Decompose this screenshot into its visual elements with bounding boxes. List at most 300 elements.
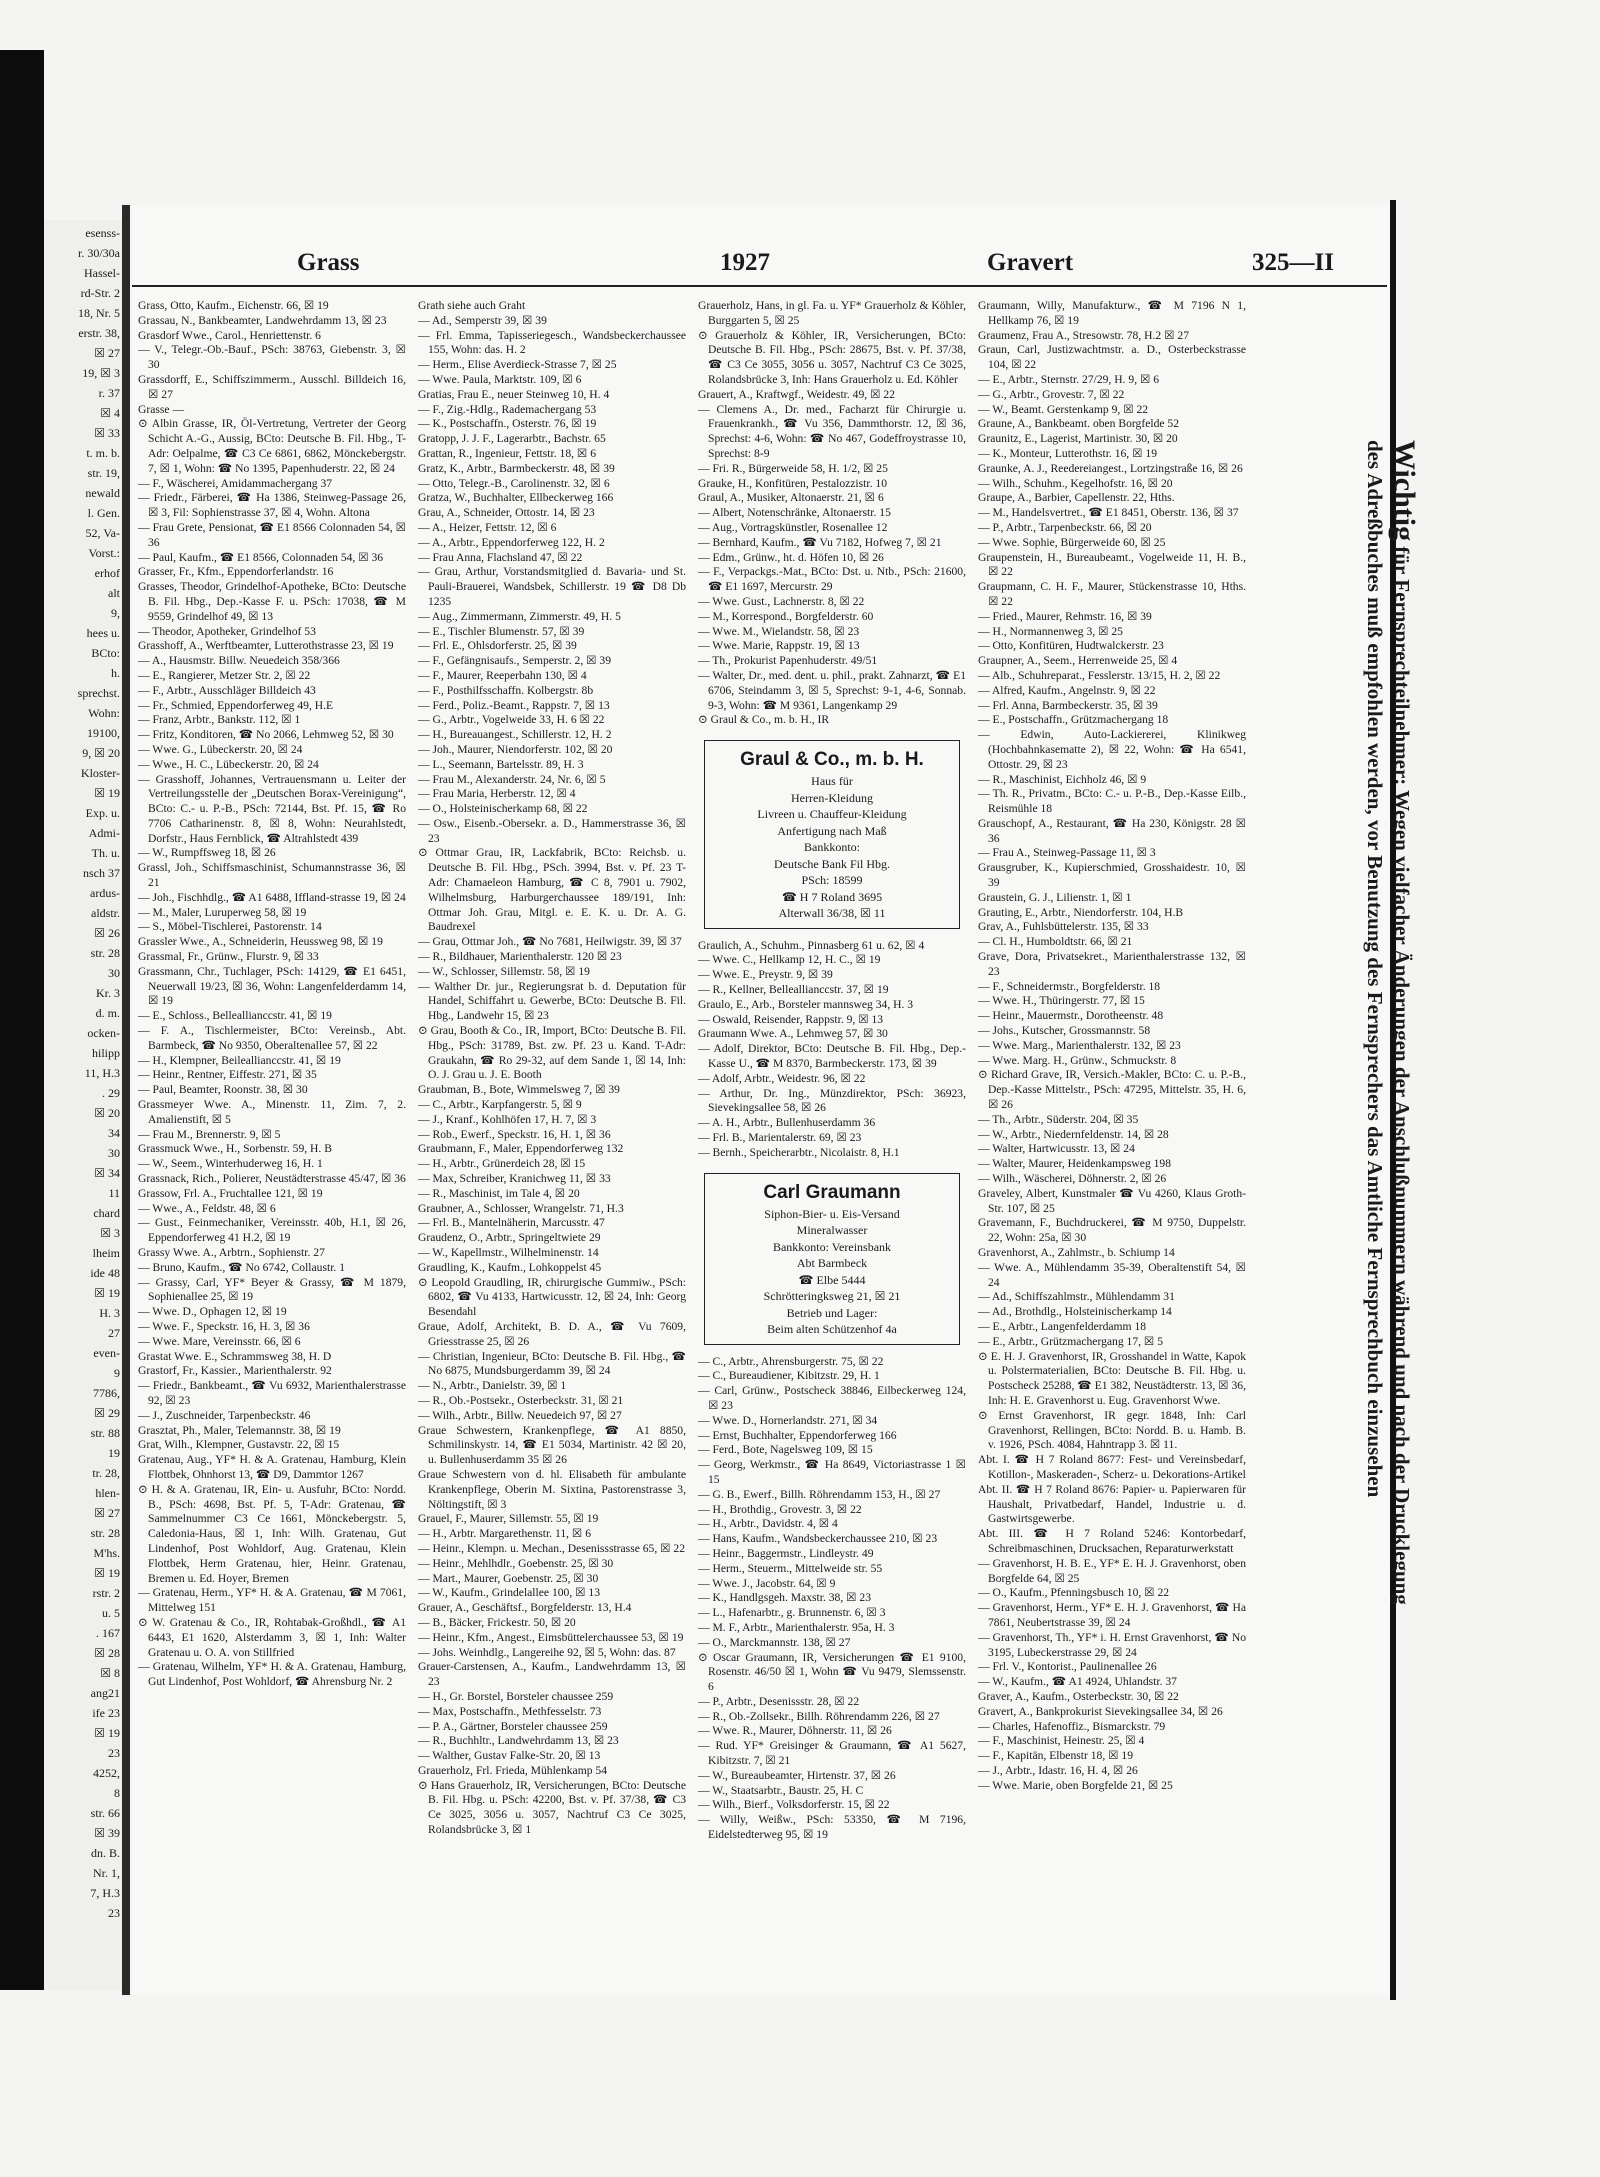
directory-entry: — Max, Schreiber, Kranichweg 11, ☒ 33: [418, 1172, 611, 1186]
directory-entry: — Theodor, Apotheker, Grindelhof 53: [138, 624, 316, 638]
directory-entry: — Frl. E., Ohlsdorferstr. 25, ☒ 39: [418, 639, 577, 653]
directory-entry: ⊙ Albin Grasse, IR, Öl-Vertretung, Vertreter der Georg Schicht A.-G., Aussig, BCto: Deutsche B. Fil. Hbg., T-Adr: Oelpalme, ☎ C3 Ce 6861, 6862, Mönckebergstr. 7, ☒ 1, Wohn: ☎ No 1395, Papenhuderstr. 22, ☒ 24: [138, 417, 406, 475]
directory-entry: Grassow, Frl. A., Fruchtallee 121, ☒ 19: [138, 1186, 323, 1200]
directory-entry: Graudenz, O., Arbtr., Springeltwiete 29: [418, 1231, 601, 1245]
left-page-fragment: str. 28: [90, 946, 120, 960]
directory-entry: — W., Bureaubeamter, Hirtenstr. 37, ☒ 26: [698, 1768, 896, 1782]
graul-advertisement: [704, 740, 960, 929]
directory-entry: — O., Holsteinischerkamp 68, ☒ 22: [418, 802, 588, 816]
directory-entry: Grastorf, Fr., Kassier., Marienthalerstr. 92: [138, 1364, 332, 1378]
directory-entry: — Ad., Semperstr 39, ☒ 39: [418, 313, 547, 327]
column-4: [978, 299, 1246, 1959]
directory-entry: — Heinr., Klempn. u. Mechan., Desenissstrasse 65, ☒ 22: [418, 1541, 686, 1555]
left-page-fragment: Kloster-: [80, 766, 120, 780]
left-page-fragment: dn. B.: [90, 1846, 120, 1860]
directory-entry: Grasse —: [138, 402, 185, 416]
directory-entry: — F., Posthilfsschaffn. Kolbergstr. 8b: [418, 683, 594, 697]
left-page-fragment: ☒ 28: [94, 1646, 120, 1660]
directory-entry: Grassmal, Fr., Grünw., Flurstr. 9, ☒ 33: [138, 950, 319, 964]
left-page-fragment: ☒ 27: [94, 1506, 120, 1520]
directory-entry: — A., Heizer, Fettstr. 12, ☒ 6: [418, 520, 557, 534]
directory-entry: — W., Kaufm., Grindelallee 100, ☒ 13: [418, 1586, 601, 1600]
directory-entry: — R., Kellner, Belleallianccstr. 37, ☒ 19: [698, 983, 889, 996]
left-page-fragment: 30: [108, 966, 120, 980]
directory-entry: ⊙ H. & A. Gratenau, IR, Ein- u. Ausfuhr, BCto: Nordd. B., PSch: 4698, Bst. Pf. 5, T-Adr: Gratenau, ☎ Sammelnummer C3 Ce 1661, Mönckebergstr. 5, Caledonia-Haus, ☒ 1, Inh: Wilh. Gratenau, Gut Lindenhof, Post Wohldorf, Aug. Gratenau, Klein Flottbek, Herm Gratenau, hier, Heinr. Gratenau, Bremen u. Ed. Hoyer, Bremen: [138, 1482, 406, 1585]
directory-entry: — O., Marckmannstr. 138, ☒ 27: [698, 1635, 851, 1649]
directory-entry: Graul, A., Musiker, Altonaerstr. 21, ☒ 6: [698, 491, 884, 505]
left-page-fragment: nsch 37: [83, 866, 120, 880]
directory-entry: Grauerholz, Frl. Frieda, Mühlenkamp 54: [418, 1763, 607, 1777]
left-page-fragment: Admi-: [88, 826, 120, 840]
directory-entry: Graubman, B., Bote, Wimmelsweg 7, ☒ 39: [418, 1083, 620, 1097]
directory-entry: — Frau Maria, Herberstr. 12, ☒ 4: [418, 787, 576, 801]
directory-entry: — J., Kranf., Kohlhöfen 17, H. 7, ☒ 3: [418, 1112, 597, 1126]
directory-entry: Grat, Wilh., Klempner, Gustavstr. 22, ☒ 15: [138, 1438, 340, 1452]
header-last-name: Gravert: [987, 249, 1074, 276]
directory-entry: — J., Zuschneider, Tarpenbeckstr. 46: [138, 1408, 311, 1422]
directory-entry: — R., Buchhltr., Landwehrdamm 13, ☒ 23: [418, 1734, 619, 1748]
directory-entry: — Wwe. Paula, Marktstr. 109, ☒ 6: [418, 372, 582, 386]
directory-entry: — L., Seemann, Bartelsstr. 89, H. 3: [418, 757, 584, 771]
directory-entry: — Edm., Grünw., ht. d. Höfen 10, ☒ 26: [698, 550, 884, 564]
directory-entry: Abt. I. ☎ H 7 Roland 8677: Fest- und Vereinsbedarf, Kotillon-, Maskeraden-, Scherz- u. Dekorations-Artikel: [978, 1453, 1246, 1481]
left-page-fragment: 7786,: [93, 1386, 120, 1400]
directory-entry: — Charles, Hafenoffiz., Bismarckstr. 79: [978, 1719, 1166, 1733]
directory-entry: — J., Arbtr., Idastr. 16, H. 4, ☒ 26: [978, 1763, 1138, 1777]
directory-entry: — Frl. Anna, Barmbeckerstr. 35, ☒ 39: [978, 698, 1158, 712]
left-page-fragment: tr. 28,: [92, 1466, 120, 1480]
directory-entry: — Max, Postschaffn., Methfesselstr. 73: [418, 1704, 602, 1718]
directory-entry: Grassmann, Chr., Tuchlager, PSch: 14129, ☎ E1 6451, Neuerwall 19/23, ☒ 36, Wohn: Langenfelderdamm 14, ☒ 19: [138, 964, 406, 1008]
directory-entry: Grassl, Joh., Schiffsmaschinist, Schumannstrasse 36, ☒ 21: [138, 861, 406, 890]
directory-entry: — Heinr., Rentner, Eiffestr. 271, ☒ 35: [138, 1068, 317, 1082]
left-page-fragment: hees u.: [86, 626, 120, 640]
directory-entry: — W., Kapellmstr., Wilhelminenstr. 14: [418, 1246, 599, 1259]
left-page-fragment: t. m. b.: [86, 446, 120, 460]
directory-entry: Graupner, A., Seem., Herrenweide 25, ☒ 4: [978, 654, 1178, 668]
directory-entry: — Arthur, Dr. Ing., Münzdirektor, PSch: 36923, Sievekingsallee 58, ☒ 26: [698, 1086, 966, 1115]
left-page-fragment: erhof: [94, 566, 120, 580]
directory-entry: — Franz, Arbtr., Bankstr. 112, ☒ 1: [138, 713, 301, 727]
directory-entry: — O., Kaufm., Pfenningsbusch 10, ☒ 22: [978, 1586, 1170, 1600]
left-page-fragment: r. 30/30a: [78, 246, 120, 260]
directory-entry: — L., Hafenarbtr., g. Brunnenstr. 6, ☒ 3: [698, 1606, 886, 1620]
directory-entry: — W., Beamt. Gerstenkamp 9, ☒ 22: [978, 402, 1149, 416]
directory-entry: — P., Arbtr., Tarpenbeckstr. 66, ☒ 20: [978, 520, 1152, 534]
directory-entry: — H., Normannenweg 3, ☒ 25: [978, 624, 1123, 638]
directory-entry: ⊙ Graul & Co., m. b. H., IR: [698, 713, 830, 727]
directory-entry: — Wwe. Marg. H., Grünw., Schmuckstr. 8: [978, 1053, 1177, 1067]
left-page-fragment: hilipp: [91, 1046, 120, 1060]
directory-entry: — Wwe. F., Speckstr. 16, H. 3, ☒ 36: [138, 1319, 310, 1333]
directory-entry: — H., Gr. Borstel, Borsteler chaussee 259: [418, 1689, 614, 1703]
directory-entry: — Grau, Arthur, Vorstandsmitglied d. Bavaria- und St. Pauli-Brauerei, Wandsbek, Schillerstr. 19 ☎ D8 Db 1235: [418, 565, 686, 608]
directory-entry: — Willy, Weißw., PSch: 53350, ☎ M 7196, Eidelstedterweg 95, ☒ 19: [698, 1813, 966, 1842]
left-page-fragment: r. 37: [98, 386, 120, 400]
directory-entry: Graue Schwestern, Krankenpflege, ☎ A1 8850, Schmilinskystr. 14, ☎ E1 5034, Martinistr. 42 ☒ 20, u. Bullenhuserdamm 35 ☒ 26: [418, 1423, 686, 1467]
directory-entry: — Wwe. D., Hornerlandstr. 271, ☒ 34: [698, 1413, 878, 1427]
directory-entry: — B., Bäcker, Frickestr. 50, ☒ 20: [418, 1615, 576, 1629]
directory-entry: — Wwe. R., Maurer, Döhnerstr. 11, ☒ 26: [698, 1724, 892, 1738]
left-page-fragment: Kr. 3: [96, 986, 120, 1000]
left-page-fragment: ☒ 27: [94, 346, 120, 360]
directory-entry: Graun, Carl, Justizwachtmstr. a. D., Osterbeckstrasse 104, ☒ 22: [978, 343, 1246, 372]
directory-entry: — Grassy, Carl, YF* Beyer & Grassy, ☎ M 1879, Sophienallee 25, ☒ 19: [138, 1275, 406, 1304]
directory-entry: — K., Handlgsgeh. Maxstr. 38, ☒ 23: [698, 1591, 872, 1605]
directory-entry: — Wwe. Marg., Marienthalerstr. 132, ☒ 23: [978, 1038, 1181, 1052]
left-page-fragment: lheim: [92, 1246, 120, 1260]
left-page-fragment: ang21: [90, 1686, 120, 1700]
directory-entry: Grastat Wwe. E., Schrammsweg 38, H. D: [138, 1349, 332, 1363]
directory-entry: Grausgruber, K., Kupierschmied, Grosshaidestr. 10, ☒ 39: [978, 861, 1246, 890]
directory-entry: — Wwe. E., Preystr. 9, ☒ 39: [698, 968, 833, 982]
directory-entry: Graune, A., Bankbeamt. oben Borgfelde 52: [978, 417, 1180, 431]
directory-entry: — Hans, Kaufm., Wandsbeckerchaussee 210, ☒ 23: [698, 1532, 938, 1546]
directory-entry: Gravenhorst, A., Zahlmstr., b. Schiump 14: [978, 1246, 1175, 1259]
directory-entry: — Wilh., Arbtr., Billw. Neuedeich 97, ☒ 27: [418, 1408, 622, 1422]
directory-entry: — Alb., Schuhreparat., Fesslerstr. 13/15, H. 2, ☒ 22: [978, 668, 1221, 682]
directory-entry: — H., Arbtr. Margarethenstr. 11, ☒ 6: [418, 1527, 592, 1541]
directory-entry: — E., Postschaffn., Grützmachergang 18: [978, 713, 1169, 727]
left-page-fragment: H. 3: [99, 1306, 120, 1320]
directory-entry: — Friedr., Bankbeamt., ☎ Vu 6932, Marienthalerstrasse 92, ☒ 23: [138, 1379, 406, 1407]
directory-entry: Graumann, Willy, Manufakturw., ☎ M 7196 N 1, Hellkamp 76, ☒ 19: [978, 299, 1246, 327]
directory-entry: — Wwe. D., Ophagen 12, ☒ 19: [138, 1305, 287, 1319]
directory-entry: — Gravenhorst, Herm., YF* E. H. J. Gravenhorst, ☎ Ha 7861, Neubertstrasse 39, ☒ 24: [978, 1601, 1246, 1629]
advertisement-title: Graul & Co., m. b. H.: [740, 749, 924, 771]
directory-entry: — Gratenau, Wilhelm, YF* H. & A. Gratenau, Hamburg, Gut Lindenhof, Post Wohldorf, ☎ Ahrensburg Nr. 2: [138, 1660, 406, 1689]
directory-entry: — Wwe. H., Thüringerstr. 77, ☒ 15: [978, 994, 1145, 1008]
book-spine: [0, 50, 44, 1990]
directory-entry: — F. A., Tischlermeister, BCto: Vereinsb., Abt. Barmbeck, ☎ No 9350, Oberaltenallee 57, ☒ 22: [138, 1024, 406, 1052]
left-page-fragment: 30: [108, 1146, 120, 1160]
left-page-fragment: ☒ 19: [94, 1286, 120, 1300]
directory-entry: Graunitz, E., Lagerist, Martinistr. 30, ☒ 20: [978, 432, 1178, 446]
directory-entry: Grauschopf, A., Restaurant, ☎ Ha 230, Königstr. 28 ☒ 36: [978, 816, 1246, 845]
directory-entry: — R., Bildhauer, Marienthalerstr. 120 ☒ 23: [418, 950, 622, 964]
directory-entry: ⊙ Hans Grauerholz, IR, Versicherungen, BCto: Deutsche B. Fil. Hbg. u. PSch: 42200, Bst. v. Pf. 37/38, ☎ C3 Ce 3025, 3056 u. 3057, Nachtruf C3 Ce 3025, Rolandsbrücke 3, ☒ 1: [418, 1778, 686, 1837]
directory-entry: — F., Wäscherei, Amidammachergang 37: [138, 476, 333, 490]
side-notice-title: Wichtig: [1388, 440, 1421, 542]
directory-page: [132, 205, 1392, 1995]
directory-entry: — Alfred, Kaufm., Angelnstr. 9, ☒ 22: [978, 683, 1156, 697]
directory-entry: — Wwe. A., Mühlendamm 35-39, Oberaltenstift 54, ☒ 24: [978, 1260, 1246, 1289]
directory-entry: — S., Möbel-Tischlerei, Pastorenstr. 14: [138, 920, 322, 934]
directory-entry: — Th., Prokurist Papenhuderstr. 49/51: [698, 654, 878, 668]
left-page-fragment: 27: [108, 1326, 120, 1340]
directory-entry: — F., Schneidermstr., Borgfelderstr. 18: [978, 979, 1161, 993]
left-page-fragment: newald: [85, 486, 120, 500]
directory-entry: — Gravenhorst, Th., YF* i. H. Ernst Gravenhorst, ☎ No 3195, Lubeckerstrasse 29, ☒ 24: [978, 1630, 1246, 1659]
left-page-fragment: 9: [114, 1366, 120, 1380]
directory-entry: — Johs. Weinhdlg., Langereihe 92, ☒ 5, Wohn: das. 87: [418, 1645, 676, 1659]
left-page-fragment: 8: [114, 1786, 120, 1800]
left-page-fragment: ☒ 19: [94, 1566, 120, 1580]
directory-entry: Grath siehe auch Graht: [418, 299, 526, 312]
advertisement-line: PSch: 18599: [801, 873, 863, 888]
directory-entry: — E., Arbtr., Sternstr. 27/29, H. 9, ☒ 6: [978, 372, 1160, 386]
directory-entry: — Herm., Steuerm., Mittelweide str. 55: [698, 1561, 883, 1575]
directory-entry: — Walter, Hartwicusstr. 13, ☒ 24: [978, 1142, 1135, 1156]
directory-entry: — Fritz, Konditoren, ☎ No 2066, Lehmweg 52, ☒ 30: [138, 728, 394, 742]
directory-entry: — M. F., Arbtr., Marienthalerstr. 95a, H. 3: [698, 1620, 895, 1634]
directory-entry: — Wilh., Wäscherei, Döhnerstr. 2, ☒ 26: [978, 1172, 1167, 1186]
advertisement-line: Beim alten Schützenhof 4a: [767, 1322, 897, 1337]
directory-entry: ⊙ Grauerholz & Köhler, IR, Versicherungen, BCto: Deutsche B. Fil. Hbg., PSch: 28675, Bst. v. Pf. 37/38, ☎ C3 Ce 3055, 3056 u. 3057, Nachtruf C3 Ce 3025, Rolandsbrücke 3, Inh: Hans Grauerholz u. Ed. Köhler: [698, 328, 966, 386]
directory-entry: — Wwe. Gust., Lachnerstr. 8, ☒ 22: [698, 594, 865, 608]
advertisement-line: ☎ H 7 Roland 3695: [781, 889, 883, 904]
directory-entry: Gratenau, Aug., YF* H. & A. Gratenau, Hamburg, Klein Flottbek, Ohnhorst 13, ☎ D9, Dammtor 1267: [138, 1453, 406, 1481]
left-page-margin: [44, 220, 122, 1990]
advertisement-line: Haus für: [811, 774, 853, 789]
left-page-fragment: chard: [93, 1206, 120, 1220]
directory-entry: Graulich, A., Schuhm., Pinnasberg 61 u. 62, ☒ 4: [698, 938, 925, 952]
directory-entry: — Th., Arbtr., Süderstr. 204, ☒ 35: [978, 1112, 1139, 1126]
directory-entry: — Heinr., Mauermstr., Dorotheenstr. 48: [978, 1009, 1164, 1023]
directory-entry: Grasser, Fr., Kfm., Eppendorferlandstr. 16: [138, 565, 334, 579]
directory-entry: Grauer-Carstensen, A., Kaufm., Landwehrdamm 13, ☒ 23: [418, 1660, 686, 1689]
left-page-fragment: esenss-: [85, 226, 120, 240]
left-page-fragment: 19: [108, 1446, 120, 1460]
directory-entry: — F., Arbtr., Ausschläger Billdeich 43: [138, 683, 316, 697]
directory-entry: Grasshoff, A., Werftbeamter, Lutterothstrasse 23, ☒ 19: [138, 639, 394, 653]
directory-entry: — F., Maschinist, Heinestr. 25, ☒ 4: [978, 1734, 1145, 1748]
directory-entry: — Aug., Vortragskünstler, Rosenallee 12: [698, 520, 888, 534]
advertisement-line: Deutsche Bank Fil Hbg.: [774, 856, 890, 871]
directory-entry: — Ad., Schiffszahlmstr., Mühlendamm 31: [978, 1290, 1175, 1304]
directory-entry: — Osw., Eisenb.-Obersekr. a. D., Hammerstrasse 36, ☒ 23: [418, 816, 686, 845]
left-page-fragment: 4252,: [93, 1766, 120, 1780]
directory-entry: — Herm., Elise Averdieck-Strasse 7, ☒ 25: [418, 358, 617, 372]
left-page-fragment: u. 5: [102, 1606, 120, 1620]
directory-entry: — Adolf, Arbtr., Weidestr. 96, ☒ 22: [698, 1071, 866, 1085]
advertisement-line: Bankkonto:: [804, 840, 860, 855]
directory-entry: Grauting, E., Arbtr., Niendorferstr. 104, H.B: [978, 905, 1184, 919]
directory-entry: — F., Verpackgs.-Mat., BCto: Dst. u. Ntb., PSch: 21600, ☎ E1 1697, Mercurstr. 29: [698, 565, 966, 594]
directory-entry: Gratopp, J. J. F., Lagerarbtr., Bachstr. 65: [418, 432, 606, 446]
directory-entry: — Wwe. C., Hellkamp 12, H. C., ☒ 19: [698, 953, 881, 967]
column-1: [138, 299, 406, 1959]
directory-entry: — Frl. Emma, Tapisseriegesch., Wandsbeckerchaussee 155, Wohn: das. H. 2: [418, 328, 686, 357]
directory-entry: Grauel, F., Maurer, Sillemstr. 55, ☒ 19: [418, 1512, 599, 1526]
left-page-fragment: 7, H.3: [90, 1886, 120, 1900]
left-page-fragment: hlen-: [95, 1486, 120, 1500]
directory-entry: — Wwe. Marie, Rappstr. 19, ☒ 13: [698, 639, 860, 653]
directory-entry: — M., Korrespond., Borgfelderstr. 60: [698, 609, 874, 623]
page-header: [132, 243, 1392, 283]
left-page-fragment: rd-Str. 2: [80, 286, 120, 300]
directory-entry: Grassmuck Wwe., H., Sorbenstr. 59, H. B: [138, 1142, 332, 1156]
directory-entry: — Bernhard, Kaufm., ☎ Vu 7182, Hofweg 7, ☒ 21: [698, 535, 942, 549]
directory-entry: — Mart., Maurer, Goebenstr. 25, ☒ 30: [418, 1571, 599, 1585]
directory-entry: Gravemann, F., Buchdruckerei, ☎ M 9750, Duppelstr. 22, Wohn: 25a, ☒ 30: [978, 1216, 1246, 1245]
left-page-fragment: ☒ 26: [94, 926, 120, 940]
directory-entry: Graubmann, F., Maler, Eppendorferweg 132: [418, 1142, 624, 1156]
directory-entry: — Frau Anna, Flachsland 47, ☒ 22: [418, 550, 583, 564]
directory-entry: — R., Ob.-Postsekr., Osterbeckstr. 31, ☒ 21: [418, 1393, 624, 1407]
directory-entry: Graustein, G. J., Lilienstr. 1, ☒ 1: [978, 890, 1132, 904]
advertisement-line: Abt Barmbeck: [796, 1256, 868, 1271]
directory-entry: — E., Tischler Blumenstr. 57, ☒ 39: [418, 624, 585, 638]
directory-entry: — Adolf, Direktor, BCto: Deutsche B. Fil. Hbg., Dep.-Kasse U., ☎ M 8370, Barmbeckerstr. 173, ☒ 39: [698, 1042, 966, 1070]
directory-entry: — E., Schloss., Belleallianccstr. 41, ☒ 19: [138, 1009, 332, 1023]
directory-entry: — Bruno, Kaufm., ☎ No 6742, Collaustr. 1: [138, 1260, 346, 1274]
left-page-fragment: d. m.: [95, 1006, 120, 1020]
directory-entry: — Wwe. J., Jacobstr. 64, ☒ 9: [698, 1576, 836, 1590]
directory-entry: ⊙ E. H. J. Gravenhorst, IR, Grosshandel in Watte, Kapok u. Polstermaterialien, BCto: Deutsche B. Fil. Hbg. u. Postscheck 25288, ☎ E1 382, Neustädterstr. 13, ☒ 36, Inh: H. E. Gravenhorst u. Eug. Gravenhorst Wwe.: [978, 1349, 1246, 1407]
directory-entry: Grauke, H., Konfitüren, Pestalozzistr. 10: [698, 476, 887, 490]
directory-entry: — Clemens A., Dr. med., Facharzt für Chirurgie u. Frauenkrankh., ☎ Vu 356, Dammthorstr. 12, ☒ 36, Sprechst: 4-6, Wohn: ☎ No 467, Godeffroystrasse 10, Sprechst: 8-9: [698, 402, 966, 460]
directory-entry: Gratza, W., Buchhalter, Ellbeckerweg 166: [418, 491, 614, 505]
directory-entry: — H., Arbtr., Davidstr. 4, ☒ 4: [698, 1517, 838, 1531]
header-page-number: 325—II: [1252, 249, 1334, 276]
directory-entry: — Frau M., Brennerstr. 9, ☒ 5: [138, 1127, 281, 1141]
directory-entry: — P. A., Gärtner, Borsteler chaussee 259: [418, 1719, 608, 1733]
column-2: [418, 299, 686, 1959]
directory-entry: — Edwin, Auto-Lackiererei, Klinikweg (Hochbahnkasematte 2), ☒ 22, Wohn: ☎ Ha 6541, Ottostr. 29, ☒ 23: [978, 728, 1246, 771]
directory-entry: Grassdorff, E., Schiffszimmerm., Ausschl. Billdeich 16, ☒ 27: [138, 372, 406, 401]
left-page-fragment: even-: [93, 1346, 120, 1360]
directory-entry: — Fri. R., Bürgerweide 58, H. 1/2, ☒ 25: [698, 461, 888, 475]
directory-entry: — K., Postschaffn., Osterstr. 76, ☒ 19: [418, 417, 597, 431]
directory-entry: — Albert, Notenschränke, Altonaerstr. 15: [698, 506, 891, 520]
advertisement-line: Herren-Kleidung: [791, 790, 873, 805]
directory-entry: — Wwe. G., Lübeckerstr. 20, ☒ 24: [138, 742, 303, 756]
directory-entry: ⊙ W. Gratenau & Co., IR, Rohtabak-Großhdl., ☎ A1 6443, E1 1620, Alsterdamm 3, ☒ 1, Inh: Walter Gratenau u. O. A. von Stillfried: [138, 1615, 406, 1659]
directory-entry: — Frau Grete, Pensionat, ☎ E1 8566 Colonnaden 54, ☒ 36: [138, 520, 406, 549]
left-page-fragment: ocken-: [87, 1026, 120, 1040]
advertisement-line: Betrieb und Lager:: [786, 1305, 878, 1320]
directory-entry: — Wwe. Mare, Vereinsstr. 66, ☒ 6: [138, 1334, 301, 1348]
directory-entry: — Ferd., Bote, Nagelsweg 109, ☒ 15: [698, 1443, 873, 1457]
advertisement-line: Alterwall 36/38, ☒ 11: [778, 906, 886, 921]
left-page-fragment: ife 23: [92, 1706, 120, 1720]
left-page-fragment: ☒ 19: [94, 1726, 120, 1740]
left-page-fragment: aldstr.: [91, 906, 120, 920]
directory-entry: — Gust., Feinmechaniker, Vereinsstr. 40b, H.1, ☒ 26, Eppendorferweg 41 H.2, ☒ 19: [138, 1216, 406, 1245]
directory-entry: — M., Handelsvertret., ☎ E1 8451, Oberstr. 136, ☒ 37: [978, 506, 1239, 520]
left-page-fragment: ☒ 4: [100, 406, 120, 420]
directory-entry: Graveley, Albert, Kunstmaler ☎ Vu 4260, Klaus Groth-Str. 107, ☒ 25: [978, 1186, 1246, 1215]
directory-entry: — Heinr., Baggermstr., Lindleystr. 49: [698, 1546, 874, 1560]
left-page-fragment: Wohn:: [88, 706, 120, 720]
directory-entry: — Gravenhorst, H. B. E., YF* E. H. J. Gravenhorst, oben Borgfelde 64, ☒ 25: [978, 1556, 1246, 1585]
left-page-fragment: ☒ 33: [94, 426, 120, 440]
left-page-fragment: 18, Nr. 5: [78, 306, 120, 320]
directory-entry: — Walter, Maurer, Heidenkampsweg 198: [978, 1157, 1172, 1171]
directory-entry: Graubner, A., Schlosser, Wrangelstr. 71, H.3: [418, 1201, 624, 1215]
directory-entry: — H., Brothdig., Grovestr. 3, ☒ 22: [698, 1502, 862, 1516]
left-page-fragment: Hassel-: [84, 266, 120, 280]
directory-entry: — F., Kapitän, Elbenstr 18, ☒ 19: [978, 1749, 1134, 1763]
directory-entry: — W., Rumpffsweg 18, ☒ 26: [138, 846, 276, 860]
directory-entry: — Frl. V., Kontorist., Paulinenallee 26: [978, 1660, 1157, 1674]
left-page-fragment: erstr. 38,: [78, 326, 120, 340]
directory-entry: ⊙ Leopold Graudling, IR, chirurgische Gummiw., PSch: 6802, ☎ Vu 4133, Hartwicusstr. 12, ☒ 24, Inh: Georg Besendahl: [418, 1275, 686, 1319]
directory-entry: — Johs., Kutscher, Grossmannstr. 58: [978, 1024, 1151, 1038]
advertisement-line: ☎ Elbe 5444: [798, 1272, 866, 1287]
directory-entry: — Rob., Ewerf., Speckstr. 16, H. 1, ☒ 36: [418, 1127, 611, 1141]
directory-entry: — Heinr., Kfm., Angest., Eimsbüttelerchaussee 53, ☒ 19: [418, 1630, 684, 1644]
left-page-fragment: 52, Va-: [85, 526, 120, 540]
directory-entry: ⊙ Ernst Gravenhorst, IR gegr. 1848, Inh: Carl Gravenhorst, Rellingen, BCto: Nordd. B. u. Hamb. B. v. 1926, PSch. 4084, Hahntrapp 3. ☒ 11.: [978, 1408, 1246, 1452]
directory-entry: — Frl. B., Mantelnäherin, Marcusstr. 47: [418, 1216, 605, 1230]
directory-entry: ⊙ Oscar Graumann, IR, Versicherungen ☎ E1 9100, Rosenstr. 46/50 ☒ 1, Wohn ☎ Vu 9479, Slemssenstr. 6: [698, 1650, 966, 1694]
directory-entry: Grass, Otto, Kaufm., Eichenstr. 66, ☒ 19: [138, 299, 329, 312]
directory-entry: — V., Telegr.-Ob.-Bauf., PSch: 38763, Giebenstr. 3, ☒ 30: [138, 343, 406, 372]
directory-entry: — K., Monteur, Lutterothstr. 16, ☒ 19: [978, 446, 1157, 460]
advertisement-title: Carl Graumann: [763, 1181, 901, 1203]
directory-entry: Abt. II. ☎ H 7 Roland 8676: Papier- u. Papierwaren für Haushalt, Privatbedarf, Handel, Industrie u. d. Gastwirtsgewerbe.: [978, 1482, 1246, 1526]
directory-entry: — Aug., Zimmermann, Zimmerstr. 49, H. 5: [418, 609, 621, 623]
directory-entry: — Georg, Werkmstr., ☎ Ha 8649, Victoriastrasse 1 ☒ 15: [698, 1458, 966, 1486]
left-page-fragment: Exp. u.: [85, 806, 120, 820]
left-page-fragment: BCto:: [91, 646, 120, 660]
directory-entry: — W., Staatsarbtr., Baustr. 25, H. C: [698, 1783, 864, 1797]
directory-entry: — H., Bureauangest., Schillerstr. 12, H. 2: [418, 728, 612, 742]
column-3: [698, 299, 966, 1959]
directory-entry: — C., Arbtr., Karpfangerstr. 5, ☒ 9: [418, 1098, 582, 1112]
left-page-fragment: . 167: [96, 1626, 120, 1640]
directory-entry: Graunke, A. J., Reedereiangest., Lortzingstraße 16, ☒ 26: [978, 461, 1243, 475]
left-page-fragment: str. 88: [90, 1426, 120, 1440]
side-notice-line-2: des Adreßbuches muß empfohlen werden, vor Benutzung des Fernsprechers das Amtliche Fernsprechbuch einzusehen: [1363, 440, 1387, 1498]
directory-entry: — Wilh., Bierf., Volksdorferstr. 15, ☒ 22: [698, 1798, 890, 1812]
side-notice-text-1: für Fernsprechteilnehmer: Wegen vielfacher Änderungen der Anschlußnummern während und nach der Drucklegung: [1390, 546, 1414, 1605]
directory-entry: Gratias, Frau E., neuer Steinweg 10, H. 4: [418, 387, 610, 401]
directory-entry: — C., Bureaudiener, Kibitzstr. 29, H. 1: [698, 1369, 880, 1383]
directory-entry: Grauerholz, Hans, in gl. Fa. u. YF* Grauerholz & Köhler, Burggarten 5, ☒ 25: [698, 299, 966, 327]
left-page-fragment: M'hs.: [93, 1546, 120, 1560]
directory-entry: — M., Maler, Luruperweg 58, ☒ 19: [138, 905, 307, 919]
directory-entry: Grassnack, Rich., Polierer, Neustädterstrasse 45/47, ☒ 36: [138, 1172, 406, 1186]
directory-entry: — Friedr., Färberei, ☎ Ha 1386, Steinweg-Passage 26, ☒ 3, Fil: Sophienstrasse 37, ☒ 4, Wohn. Altona: [138, 491, 406, 520]
directory-entry: Grave, Dora, Privatsekret., Marienthalerstrasse 132, ☒ 23: [978, 950, 1246, 978]
directory-entry: — W., Schlosser, Sillemstr. 58, ☒ 19: [418, 964, 590, 978]
directory-entry: — Otto, Konfitüren, Hudtwalckerstr. 23: [978, 639, 1164, 653]
left-page-fragment: 11: [108, 1186, 120, 1200]
advertisement-line: Livreen u. Chauffeur-Kleidung: [757, 807, 907, 822]
directory-entry: — A., Hausmstr. Billw. Neuedeich 358/366: [138, 654, 340, 668]
left-page-fragment: ☒ 29: [94, 1406, 120, 1420]
directory-entry: Grav, A., Fuhlsbüttelerstr. 135, ☒ 33: [978, 920, 1149, 934]
header-rule: [132, 285, 1387, 287]
directory-entry: — Wwe. M., Wielandstr. 58, ☒ 23: [698, 624, 860, 638]
directory-entry: Graulo, E., Arb., Borsteler mannsweg 34, H. 3: [698, 997, 914, 1011]
directory-entry: — Ad., Brothdlg., Holsteinischerkamp 14: [978, 1305, 1172, 1319]
directory-entry: — Th. R., Privatm., BCto: C.- u. P.-B., Dep.-Kasse Eilb., Reismühle 18: [978, 787, 1246, 816]
directory-entry: — Fried., Maurer, Rehmstr. 16, ☒ 39: [978, 609, 1152, 623]
left-page-fragment: ☒ 34: [94, 1166, 120, 1180]
left-page-fragment: ☒ 39: [94, 1826, 120, 1840]
directory-entry: Graumenz, Frau A., Stresowstr. 78, H.2 ☒ 27: [978, 328, 1190, 342]
directory-entry: — E., Rangierer, Metzer Str. 2, ☒ 22: [138, 668, 311, 682]
graumann-advertisement: [704, 1173, 960, 1345]
left-page-fragment: str. 66: [90, 1806, 120, 1820]
directory-entry: — F., Gefängnisaufs., Semperstr. 2, ☒ 39: [418, 654, 612, 668]
directory-entry: Graupe, A., Barbier, Capellenstr. 22, Hths.: [978, 491, 1175, 505]
directory-entry: — Wwe. Marie, oben Borgfelde 21, ☒ 25: [978, 1778, 1173, 1792]
directory-entry: — Joh., Maurer, Niendorferstr. 102, ☒ 20: [418, 742, 613, 756]
directory-entry: — Wwe. Sophie, Bürgerweide 60, ☒ 25: [978, 535, 1166, 549]
directory-entry: — H., Klempner, Beileallianccstr. 41, ☒ 19: [138, 1053, 341, 1067]
directory-entry: — W., Arbtr., Niedernfeldenstr. 14, ☒ 28: [978, 1127, 1169, 1141]
directory-entry: — A. H., Arbtr., Bullenhuserdamm 36: [698, 1116, 876, 1130]
left-page-fragment: alt: [108, 586, 120, 600]
directory-entry: — R., Maschinist, im Tale 4, ☒ 20: [418, 1186, 580, 1200]
directory-entry: — Frl. B., Marientalerstr. 69, ☒ 23: [698, 1130, 862, 1144]
directory-entry: — Grau, Ottmar Joh., ☎ No 7681, Heilwigstr. 39, ☒ 37: [418, 935, 682, 949]
